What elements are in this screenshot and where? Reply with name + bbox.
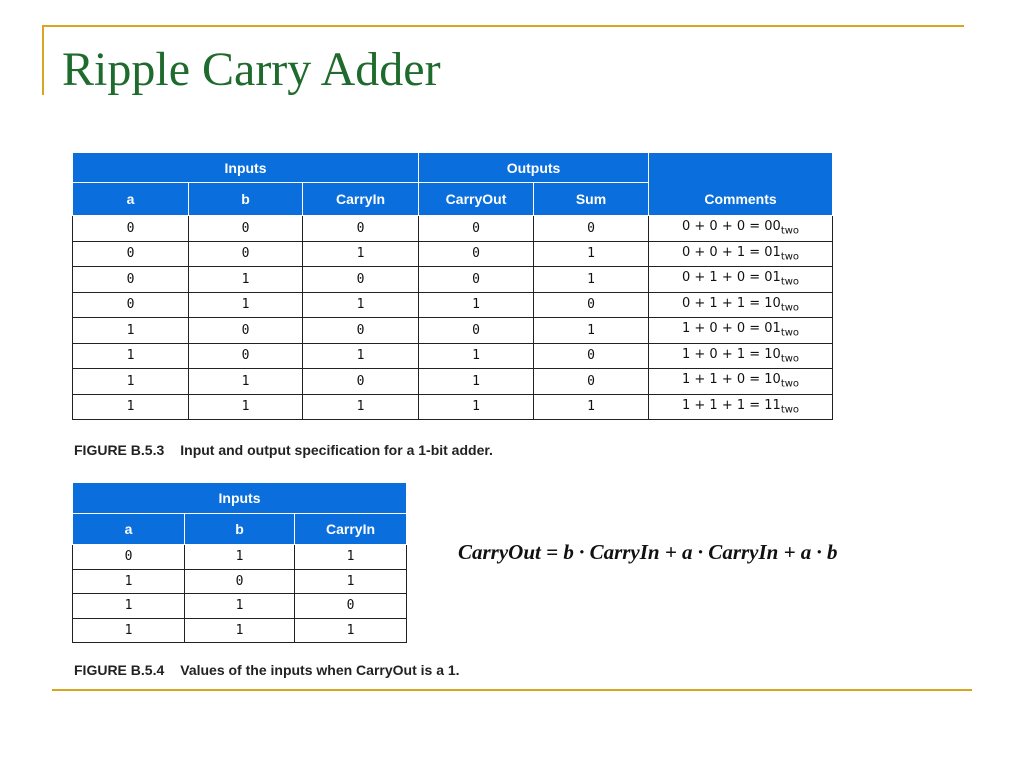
cell-comment: $1 + 0 + 1 = 10_{two}$: [649, 343, 833, 369]
cell-comment: $0 + 0 + 1 = 01_{two}$: [649, 241, 833, 267]
cell-carryout: 0: [419, 267, 534, 293]
table-row: [73, 216, 833, 242]
cell-comment: $1 + 1 + 1 = 11_{two}$: [649, 394, 833, 420]
cell-carryin: 0: [295, 594, 407, 619]
cell-b: 0: [189, 241, 303, 267]
cell-comment: $0 + 1 + 1 = 10_{two}$: [649, 292, 833, 318]
inputs-group-header: Inputs: [73, 153, 419, 183]
cell-sum: 1: [534, 267, 649, 293]
inputs-group-header: Inputs: [73, 483, 407, 514]
column-header-sum: Sum: [534, 183, 649, 216]
cell-carryin: 0: [303, 318, 419, 344]
cell-comment: $0 + 1 + 0 = 01_{two}$: [649, 267, 833, 293]
cell-sum: 1: [534, 318, 649, 344]
cell-a: 1: [73, 318, 189, 344]
cell-a: 1: [73, 343, 189, 369]
slide-frame-bottom-line: [52, 689, 972, 691]
cell-carryout: 1: [419, 343, 534, 369]
carryout-inputs-table: [72, 482, 407, 643]
figure-number: FIGURE B.5.3: [74, 442, 165, 458]
cell-carryin: 1: [303, 241, 419, 267]
cell-a: 1: [73, 594, 185, 619]
cell-a: 0: [73, 545, 185, 570]
cell-carryout: 0: [419, 318, 534, 344]
column-header-a: a: [73, 514, 185, 545]
slide-frame-top-line: [42, 25, 964, 27]
table-row: [73, 343, 833, 369]
cell-sum: 1: [534, 394, 649, 420]
cell-b: 1: [189, 394, 303, 420]
carryout-equation: CarryOut = b · CarryIn + a · CarryIn + a · b: [458, 540, 838, 564]
table-row: [73, 318, 833, 344]
cell-sum: 0: [534, 369, 649, 395]
cell-carryout: 1: [419, 292, 534, 318]
table-row: [73, 569, 407, 594]
cell-carryout: 1: [419, 394, 534, 420]
cell-b: 0: [185, 569, 295, 594]
table-row: [73, 594, 407, 619]
cell-carryin: 1: [303, 343, 419, 369]
cell-b: 0: [189, 216, 303, 242]
figure-caption-text: Values of the inputs when CarryOut is a 1.: [180, 662, 460, 678]
column-header-b: b: [185, 514, 295, 545]
column-header-a: a: [73, 183, 189, 216]
cell-b: 0: [189, 343, 303, 369]
table-row: [73, 369, 833, 395]
cell-comment: $0 + 0 + 0 = 00_{two}$: [649, 216, 833, 242]
cell-carryout: 0: [419, 241, 534, 267]
cell-comment: $1 + 1 + 0 = 10_{two}$: [649, 369, 833, 395]
figure-caption-b53: [74, 442, 493, 458]
outputs-group-header: Outputs: [419, 153, 649, 183]
cell-carryin: 0: [303, 216, 419, 242]
slide-title: Ripple Carry Adder: [62, 43, 441, 96]
table-row: [73, 241, 833, 267]
cell-sum: 0: [534, 216, 649, 242]
cell-carryin: 1: [295, 569, 407, 594]
cell-a: 1: [73, 569, 185, 594]
cell-carryout: 1: [419, 369, 534, 395]
cell-carryin: 1: [295, 618, 407, 643]
column-header-comments: Comments: [649, 153, 833, 216]
table-row: [73, 618, 407, 643]
table-row: [73, 292, 833, 318]
cell-carryin: 0: [303, 369, 419, 395]
cell-a: 0: [73, 241, 189, 267]
cell-b: 1: [189, 292, 303, 318]
cell-a: 0: [73, 216, 189, 242]
cell-b: 1: [189, 267, 303, 293]
column-header-carryin: CarryIn: [295, 514, 407, 545]
cell-a: 0: [73, 292, 189, 318]
cell-sum: 1: [534, 241, 649, 267]
cell-sum: 0: [534, 292, 649, 318]
column-header-carryin: CarryIn: [303, 183, 419, 216]
adder-spec-table: [72, 152, 833, 420]
cell-b: 1: [185, 594, 295, 619]
cell-b: 1: [189, 369, 303, 395]
slide-frame-left-line: [42, 25, 44, 95]
cell-b: 1: [185, 618, 295, 643]
cell-a: 1: [73, 369, 189, 395]
cell-b: 1: [185, 545, 295, 570]
cell-carryin: 1: [303, 394, 419, 420]
cell-carryin: 1: [295, 545, 407, 570]
cell-b: 0: [189, 318, 303, 344]
table-row: [73, 394, 833, 420]
figure-number: FIGURE B.5.4: [74, 662, 165, 678]
cell-a: 1: [73, 618, 185, 643]
figure-caption-text: Input and output specification for a 1-bit adder.: [180, 442, 493, 458]
table-row: [73, 267, 833, 293]
cell-comment: $1 + 0 + 0 = 01_{two}$: [649, 318, 833, 344]
table-row: [73, 545, 407, 570]
cell-carryin: 0: [303, 267, 419, 293]
figure-caption-b54: [74, 662, 460, 678]
cell-carryout: 0: [419, 216, 534, 242]
column-header-b: b: [189, 183, 303, 216]
cell-a: 0: [73, 267, 189, 293]
cell-sum: 0: [534, 343, 649, 369]
column-header-carryout: CarryOut: [419, 183, 534, 216]
cell-carryin: 1: [303, 292, 419, 318]
cell-a: 1: [73, 394, 189, 420]
